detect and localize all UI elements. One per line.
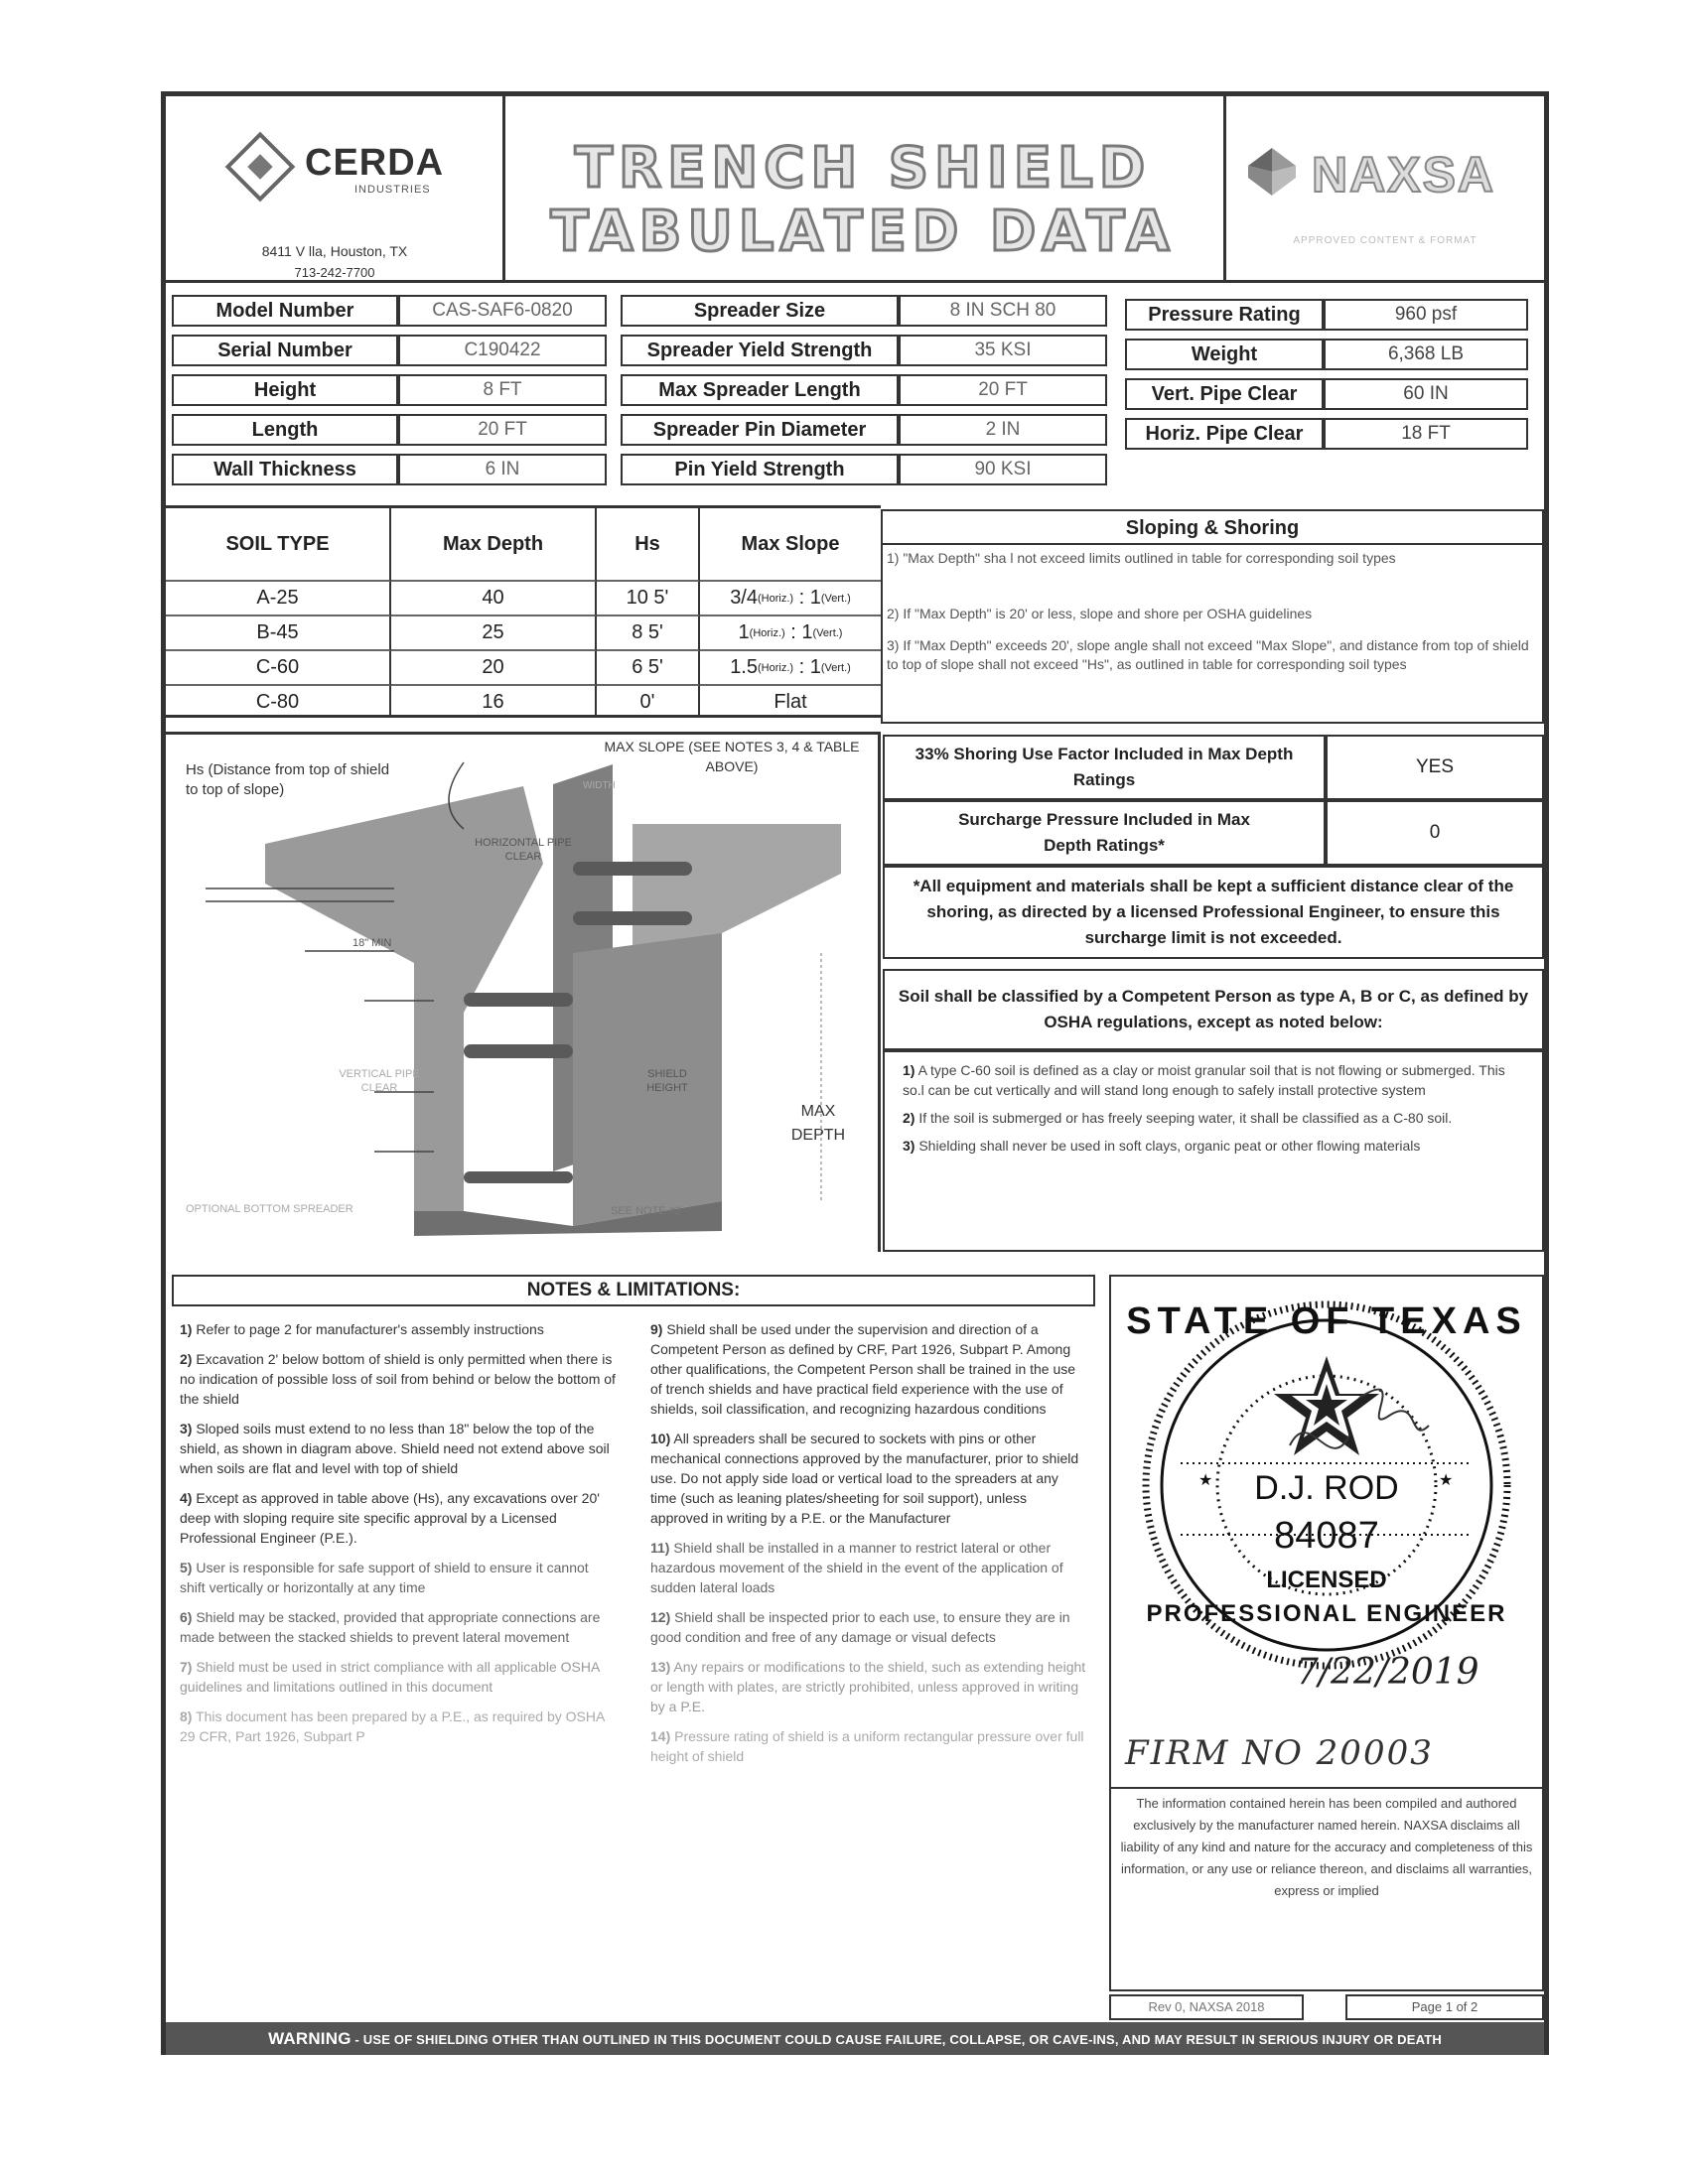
note-5: 5) User is responsible for safe support of shield to ensure it cannot shift vertically or horizontally at any time: [180, 1560, 589, 1595]
warning-text: - USE OF SHIELDING OTHER THAN OUTLINED IN THIS DOCUMENT COULD CAUSE FAILURE, COLLAPSE, OR CAVE-INS, AND MAY RESULT IN SERIOUS INJURY OR DEATH: [351, 2032, 1442, 2047]
soil-type-c80: C-80: [166, 686, 391, 718]
sloping-note-2: 2) If "Max Depth" is 20' or less, slope and shore per OSHA guidelines: [887, 606, 1313, 621]
max-depth-label: MAX DEPTH: [790, 1103, 846, 1144]
soil-slope-c80: Flat: [774, 690, 807, 713]
classify-note-2: 2) If the soil is submerged or has freely seeping water, it shall be classified as a C-80 soil.: [903, 1110, 1453, 1126]
note-9: 9) Shield shall be used under the supervision and direction of a Competent Person as defined by CRF, Part 1926, Subpart P. Among other qualifications, the Competent Person shall be trained in the use of trench shields and have practical field experience with the use of shields, soil classification, and recognizing hazardous conditions: [650, 1321, 1076, 1417]
soil-depth-c80: 16: [391, 686, 597, 718]
warning-banner: [166, 2022, 1544, 2055]
equipment-note: *All equipment and materials shall be kept a sufficient distance clear of the shoring, as directed by a licensed Professional Engineer, to ensure this surcharge limit is not exceeded.: [913, 877, 1514, 947]
length-value: 20 FT: [398, 414, 607, 446]
shoring-factor-label: 33% Shoring Use Factor Included in Max Depth Ratings: [914, 745, 1294, 789]
classify-note-3-text: Shielding shall never be used in soft clays, organic peat or other flowing materials: [918, 1138, 1421, 1154]
soil-type-a25: A-25: [166, 582, 391, 616]
company-phone: 713-242-7700: [294, 265, 375, 280]
shield-diagram: [166, 732, 881, 1252]
hs-label: Hs (Distance from top of shield to top of slope): [186, 761, 390, 798]
equipment-note-box: [883, 866, 1544, 959]
vertical-clear-label: VERTICAL PIPE CLEAR: [339, 1068, 420, 1094]
notes-column-right: [650, 1319, 1087, 1776]
spreader-size-value: 8 IN SCH 80: [899, 295, 1107, 327]
trench-shield-illustration: [166, 735, 877, 1251]
shield-height-label: SHIELD HEIGHT: [646, 1068, 688, 1094]
soil-depth-a25: 40: [391, 582, 597, 616]
note-9-text: Shield shall be used under the supervision and direction of a Competent Person as defined by CRF, Part 1926, Subpart P. Among other qualifications, the Competent Person shall be trained in the use of trench shields and have practical field experience with the use of shields, soil classification, and recognizing hazardous conditions: [650, 1321, 1076, 1417]
sloping-shoring-box: [881, 509, 1544, 724]
warning-prefix: WARNING: [268, 2029, 352, 2048]
note-13: 13) Any repairs or modifications to the shield, such as extending height or length with plates, are strictly prohibited, unless approved in writing by a P.E.: [650, 1659, 1086, 1714]
naxsa-logo-cell: [1226, 96, 1544, 280]
svg-text:★: ★: [1198, 1472, 1213, 1489]
page-number: Page 1 of 2: [1345, 1994, 1544, 2020]
horiz-unit: (Horiz.): [758, 592, 794, 605]
classify-note-2-text: If the soil is submerged or has freely seeping water, it shall be classified as a C-80 soil.: [918, 1110, 1453, 1126]
shoring-factor-value: YES: [1326, 735, 1544, 800]
note-1: 1) Refer to page 2 for manufacturer's assembly instructions: [180, 1321, 544, 1337]
note-2: 2) Excavation 2' below bottom of shield is only permitted when there is no indication of possible loss of soil from behind or below the bottom of the shield: [180, 1351, 616, 1407]
note-11: 11) Shield shall be installed in a manner to restrict lateral or other hazardous movement of the shield in the event of the application of sudden lateral loads: [650, 1540, 1063, 1595]
soil-hs-a25: 10 5': [597, 582, 700, 616]
pin-diam-value: 2 IN: [899, 414, 1107, 446]
note-14: 14) Pressure rating of shield is a uniform rectangular pressure over full height of shield: [650, 1728, 1084, 1764]
note-12-text: Shield shall be inspected prior to each use, to ensure they are in good condition and free of any damage or visual defects: [650, 1609, 1070, 1645]
note-4-text: Except as approved in table above (Hs), any excavations over 20' deep with sloping require site specific approval by a Licensed Professional Engineer (P.E.).: [180, 1490, 600, 1546]
cerda-logo-icon: [225, 132, 296, 203]
brand-sub: APPROVED CONTENT & FORMAT: [1293, 235, 1477, 246]
classify-note-1-text: A type C-60 soil is defined as a clay or moist granular soil that is not flowing or submerged. This so.l can be cut vertically and will stand long enough to safely install protective system: [903, 1062, 1505, 1098]
soil-hs-b45: 8 5': [597, 616, 700, 651]
soil-header-slope: Max Slope: [700, 508, 881, 582]
soil-type-c60: C-60: [166, 651, 391, 686]
vert-unit: (Vert.): [812, 626, 843, 639]
spreader-size-label: Spreader Size: [621, 295, 899, 327]
wall-label: Wall Thickness: [172, 454, 398, 485]
slope-vert-value: 1: [809, 656, 821, 678]
info-panel: [883, 735, 1544, 1252]
length-label: Length: [172, 414, 398, 446]
soil-slope-c60: 1.5 (Horiz.) : 1 (Vert.): [700, 651, 881, 686]
serial-label: Serial Number: [172, 335, 398, 366]
note-10-text: All spreaders shall be secured to sockets with pins or other mechanical connections approved by the manufacturer, prior to shield use. Do not apply side load or vertical load to the spreaders at any time (such as leaning plates/sheeting for soil support), unless approved in writing by a P.E. or the Manufacturer: [650, 1431, 1079, 1526]
slope-vert-value: 1: [809, 587, 821, 609]
seal-name: D.J. ROD: [1254, 1469, 1399, 1507]
soil-header-depth: Max Depth: [391, 508, 597, 582]
revision-label: Rev 0, NAXSA 2018: [1109, 1994, 1304, 2020]
disclaimer: The information contained herein has been compiled and authored exclusively by the manufacturer named herein. NAXSA disclaims all liability of any kind and nature for the accuracy and completeness of this information, or any use or reliance thereon, and disclaims all warranties, express or implied: [1111, 1787, 1542, 1960]
soil-depth-b45: 25: [391, 616, 597, 651]
seal-state: STATE OF TEXAS: [1126, 1300, 1527, 1342]
model-value: CAS-SAF6-0820: [398, 295, 607, 327]
wall-value: 6 IN: [398, 454, 607, 485]
seal-date: 7/22/2019: [1296, 1652, 1479, 1693]
soil-header-hs: Hs: [597, 508, 700, 582]
see-note-label: SEE NOTE #2: [611, 1205, 681, 1217]
svg-text:★: ★: [1439, 1472, 1454, 1489]
brand-name: NAXSA: [1312, 147, 1496, 203]
soil-table: [166, 505, 881, 718]
note-7: 7) Shield must be used in strict compliance with all applicable OSHA guidelines and limitations outlined in this document: [180, 1659, 600, 1695]
width-label: WIDTH: [583, 780, 616, 791]
surcharge-label-box: [883, 800, 1326, 866]
pressure-label: Pressure Rating: [1125, 299, 1324, 331]
soil-slope-b45: 1 (Horiz.) : 1 (Vert.): [700, 616, 881, 651]
note-4: 4) Except as approved in table above (Hs), any excavations over 20' deep with sloping require site specific approval by a Licensed Professional Engineer (P.E.).: [180, 1490, 600, 1546]
soil-hs-c60: 6 5': [597, 651, 700, 686]
height-label: Height: [172, 374, 398, 406]
note-10: 10) All spreaders shall be secured to sockets with pins or other mechanical connections approved by the manufacturer, prior to shield use. Do not apply side load or vertical load to the spreaders at any time (such as leaning plates/sheeting for soil support), unless approved in writing by a P.E. or the Manufacturer: [650, 1431, 1079, 1526]
horiz-unit: (Horiz.): [758, 661, 794, 674]
serial-value: C190422: [398, 335, 607, 366]
note-7-text: Shield must be used in strict compliance with all applicable OSHA guidelines and limitations outlined in this document: [180, 1659, 600, 1695]
max-spreader-label: Max Spreader Length: [621, 374, 899, 406]
header: [166, 96, 1544, 283]
title-line-2: TABULATED DATA: [550, 200, 1176, 264]
pin-diam-label: Spreader Pin Diameter: [621, 414, 899, 446]
firm-number: FIRM NO 20003: [1125, 1733, 1434, 1773]
document-sheet: [161, 91, 1549, 2055]
horiz-value: 18 FT: [1324, 418, 1528, 450]
weight-label: Weight: [1125, 339, 1324, 370]
note-13-text: Any repairs or modifications to the shield, such as extending height or length with plates, are strictly prohibited, unless approved in writing by a P.E.: [650, 1659, 1086, 1714]
spec-table: [172, 295, 1544, 488]
vert-unit: (Vert.): [820, 661, 851, 674]
sloping-title: Sloping & Shoring: [883, 511, 1542, 545]
pin-yield-label: Pin Yield Strength: [621, 454, 899, 485]
seal-profession: PROFESSIONAL ENGINEER: [1146, 1600, 1507, 1627]
classify-title-box: [883, 969, 1544, 1050]
weight-value: 6,368 LB: [1324, 339, 1528, 370]
soil-depth-c60: 20: [391, 651, 597, 686]
note-2-text: Excavation 2' below bottom of shield is only permitted when there is no indication of possible loss of soil from behind or below the bottom of the shield: [180, 1351, 616, 1407]
company-logo-cell: [166, 96, 505, 280]
soil-hs-c80: 0': [597, 686, 700, 718]
note-5-text: User is responsible for safe support of shield to ensure it cannot shift vertically or horizontally at any time: [180, 1560, 589, 1595]
slope-horiz-value: 1: [738, 621, 750, 643]
vert-label: Vert. Pipe Clear: [1125, 378, 1324, 410]
seal-number: 84087: [1274, 1515, 1379, 1557]
horiz-label: Horiz. Pipe Clear: [1125, 418, 1324, 450]
title-cell: [505, 96, 1226, 280]
optional-spreader-label: OPTIONAL BOTTOM SPREADER: [186, 1203, 353, 1215]
pressure-value: 960 psf: [1324, 299, 1528, 331]
seal-licensed: LICENSED: [1266, 1567, 1387, 1593]
horiz-unit: (Horiz.): [749, 626, 785, 639]
note-6-text: Shield may be stacked, provided that appropriate connections are made between the stacked shields to prevent lateral movement: [180, 1609, 601, 1645]
classify-notes-box: [883, 1050, 1544, 1252]
min-label: 18" MIN: [352, 937, 392, 949]
spreader-yield-value: 35 KSI: [899, 335, 1107, 366]
max-slope-label: MAX SLOPE (SEE NOTES 3, 4 & TABLE ABOVE): [604, 739, 860, 774]
company-sub: INDUSTRIES: [354, 184, 431, 196]
soil-type-b45: B-45: [166, 616, 391, 651]
vert-unit: (Vert.): [820, 592, 851, 605]
slope-vert-value: 1: [801, 621, 813, 643]
note-6: 6) Shield may be stacked, provided that appropriate connections are made between the stacked shields to prevent lateral movement: [180, 1609, 601, 1645]
classify-title: Soil shall be classified by a Competent Person as type A, B or C, as defined by OSHA regulations, except as noted below:: [898, 987, 1529, 1031]
notes-column-left: [180, 1319, 617, 1756]
title-line-1: TRENCH SHIELD: [574, 136, 1152, 201]
notes-title: NOTES & LIMITATIONS:: [172, 1275, 1095, 1306]
classify-note-3: 3) Shielding shall never be used in soft clays, organic peat or other flowing materials: [903, 1138, 1421, 1154]
pe-stamp-block: [1109, 1275, 1544, 1991]
note-3-text: Sloped soils must extend to no less than 18" below the top of the shield, as shown in diagram above. Shield need not extend above soil when soils are flat and level with top of shield: [180, 1421, 610, 1476]
note-3: 3) Sloped soils must extend to no less than 18" below the top of the shield, as shown in diagram above. Shield need not extend above soil when soils are flat and level with top of shield: [180, 1421, 610, 1476]
naxsa-logo-icon: [1246, 146, 1298, 198]
spreader-yield-label: Spreader Yield Strength: [621, 335, 899, 366]
surcharge-label: Surcharge Pressure Included in Max Depth Ratings*: [958, 810, 1250, 855]
soil-header-type: SOIL TYPE: [166, 508, 391, 582]
note-11-text: Shield shall be installed in a manner to restrict lateral or other hazardous movement of the shield in the event of the application of sudden lateral loads: [650, 1540, 1063, 1595]
note-12: 12) Shield shall be inspected prior to each use, to ensure they are in good condition and free of any damage or visual defects: [650, 1609, 1070, 1645]
height-value: 8 FT: [398, 374, 607, 406]
classify-note-1: 1) A type C-60 soil is defined as a clay or moist granular soil that is not flowing or submerged. This so.l can be cut vertically and will stand long enough to safely install protective system: [903, 1062, 1505, 1098]
max-spreader-value: 20 FT: [899, 374, 1107, 406]
model-label: Model Number: [172, 295, 398, 327]
sloping-note-1: 1) "Max Depth" sha l not exceed limits outlined in table for corresponding soil types: [887, 550, 1396, 566]
slope-horiz-value: 3/4: [730, 587, 758, 609]
note-1-text: Refer to page 2 for manufacturer's assembly instructions: [196, 1321, 544, 1337]
company-address: 8411 V lla, Houston, TX: [261, 243, 408, 259]
shoring-factor-label-box: [883, 735, 1326, 800]
note-14-text: Pressure rating of shield is a uniform rectangular pressure over full height of shield: [650, 1728, 1084, 1764]
vert-value: 60 IN: [1324, 378, 1528, 410]
slope-horiz-value: 1.5: [730, 656, 758, 678]
pin-yield-value: 90 KSI: [899, 454, 1107, 485]
horizontal-clear-label: HORIZONTAL PIPE CLEAR: [475, 837, 572, 863]
sloping-note-3: 3) If "Max Depth" exceeds 20', slope angle shall not exceed "Max Slope", and distance from top of shield to top of slope shall not exceed "Hs", as outlined in table for corresponding soil types: [887, 637, 1529, 672]
note-8-text: This document has been prepared by a P.E., as required by OSHA 29 CFR, Part 1926, Subpart P: [180, 1708, 605, 1744]
company-name: CERDA: [305, 142, 445, 184]
soil-slope-a25: 3/4 (Horiz.) : 1 (Vert.): [700, 582, 881, 616]
note-8: 8) This document has been prepared by a P.E., as required by OSHA 29 CFR, Part 1926, Subpart P: [180, 1708, 605, 1744]
surcharge-value: 0: [1326, 800, 1544, 866]
